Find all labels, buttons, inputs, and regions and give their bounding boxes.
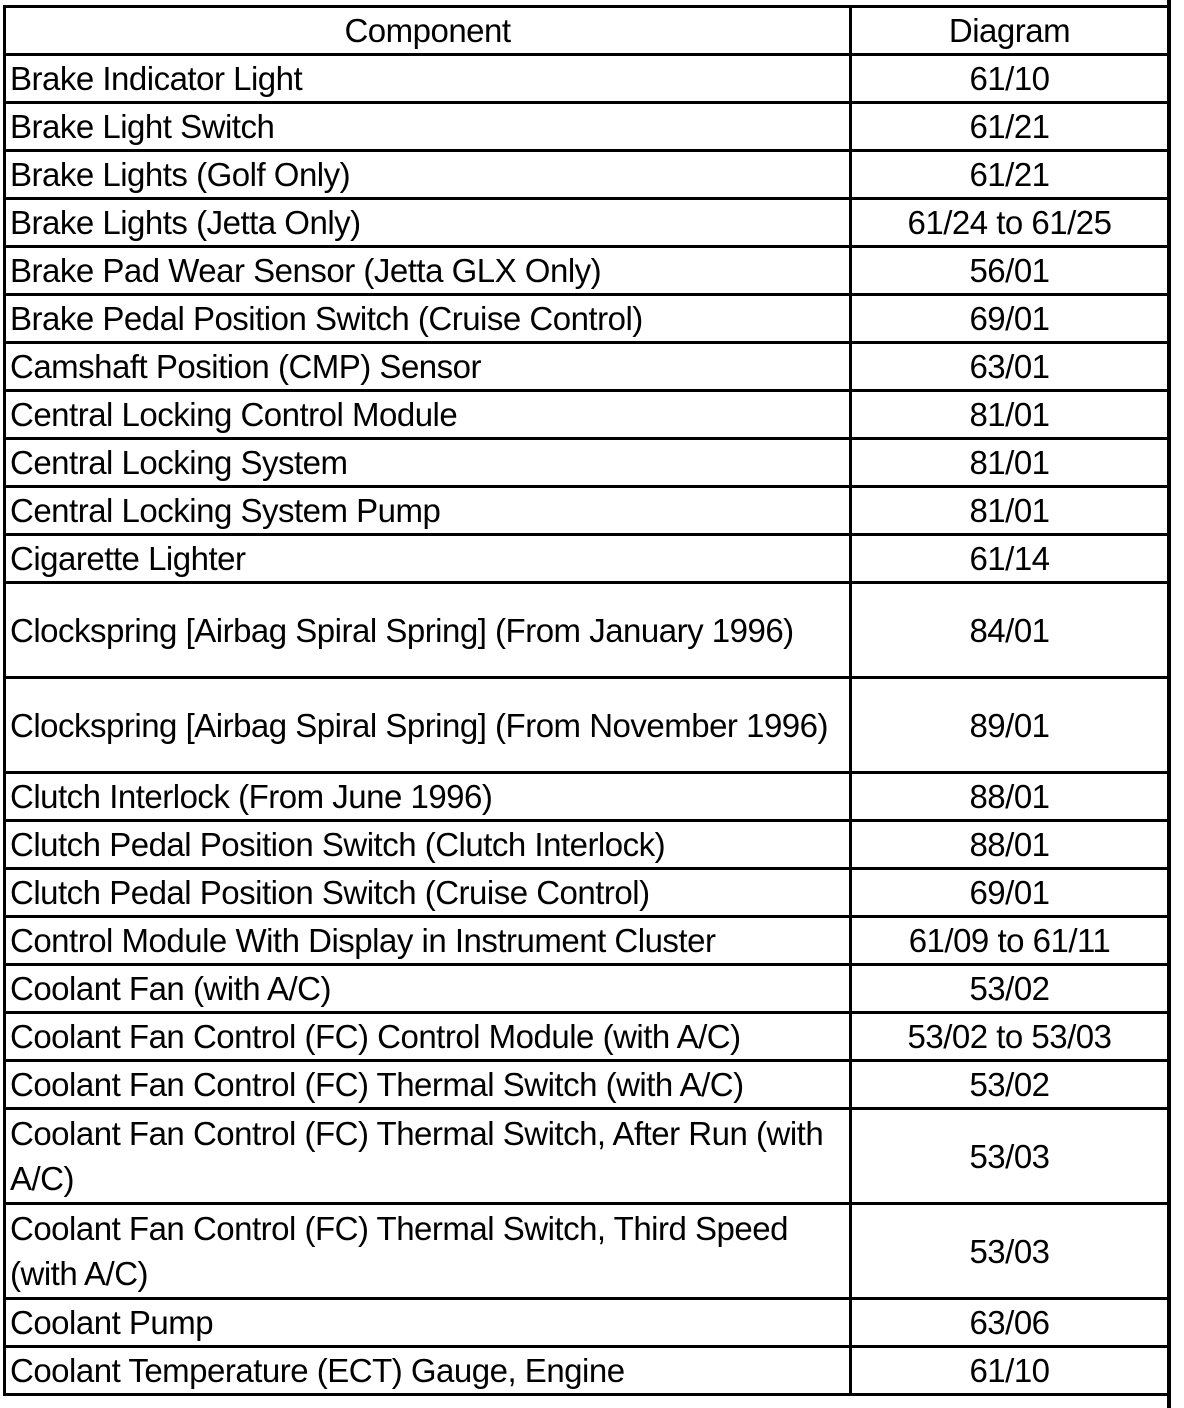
table-row — [5, 103, 1169, 151]
component-cell: Clockspring [Airbag Spiral Spring] (From November 1996) — [5, 678, 851, 773]
component-cell: Clutch Pedal Position Switch (Clutch Interlock) — [5, 821, 851, 869]
table-row — [5, 583, 1169, 678]
diagram-cell: 61/10 — [851, 1347, 1169, 1395]
component-cell: Brake Lights (Golf Only) — [5, 151, 851, 199]
diagram-cell: 61/14 — [851, 535, 1169, 583]
component-cell: Central Locking System — [5, 439, 851, 487]
diagram-cell: 56/01 — [851, 247, 1169, 295]
component-cell: Control Module With Display in Instrument Cluster — [5, 917, 851, 965]
diagram-cell: 61/10 — [851, 55, 1169, 103]
table-row — [5, 773, 1169, 821]
table-row — [5, 295, 1169, 343]
component-cell: Central Locking System Pump — [5, 487, 851, 535]
diagram-cell: 88/01 — [851, 773, 1169, 821]
component-cell: Clutch Pedal Position Switch (Cruise Control) — [5, 869, 851, 917]
diagram-cell: 61/21 — [851, 151, 1169, 199]
diagram-cell: 81/01 — [851, 391, 1169, 439]
diagram-cell: 69/01 — [851, 869, 1169, 917]
component-cell: Coolant Fan Control (FC) Thermal Switch, Third Speed (with A/C) — [5, 1204, 851, 1299]
table-row — [5, 965, 1169, 1013]
component-cell: Clutch Interlock (From June 1996) — [5, 773, 851, 821]
column-header-component: Component — [5, 7, 851, 55]
diagram-cell: 53/02 — [851, 1061, 1169, 1109]
component-cell: Brake Pad Wear Sensor (Jetta GLX Only) — [5, 247, 851, 295]
diagram-cell: 63/06 — [851, 1299, 1169, 1347]
diagram-cell: 53/03 — [851, 1204, 1169, 1299]
component-cell: Brake Pedal Position Switch (Cruise Control) — [5, 295, 851, 343]
table-body — [5, 55, 1169, 1395]
diagram-cell: 61/21 — [851, 103, 1169, 151]
table-header — [5, 7, 1169, 55]
component-cell: Brake Lights (Jetta Only) — [5, 199, 851, 247]
component-cell: Coolant Fan Control (FC) Thermal Switch, After Run (with A/C) — [5, 1109, 851, 1204]
component-diagram-table-container — [3, 5, 1167, 1396]
table-row — [5, 55, 1169, 103]
diagram-cell: 69/01 — [851, 295, 1169, 343]
diagram-cell: 89/01 — [851, 678, 1169, 773]
component-cell: Coolant Fan Control (FC) Thermal Switch (with A/C) — [5, 1061, 851, 1109]
diagram-cell: 53/02 to 53/03 — [851, 1013, 1169, 1061]
table-row — [5, 487, 1169, 535]
component-cell: Brake Indicator Light — [5, 55, 851, 103]
table-row — [5, 1109, 1169, 1204]
component-cell: Brake Light Switch — [5, 103, 851, 151]
component-cell: Coolant Pump — [5, 1299, 851, 1347]
table-row — [5, 678, 1169, 773]
diagram-cell: 63/01 — [851, 343, 1169, 391]
diagram-cell: 61/24 to 61/25 — [851, 199, 1169, 247]
table-row — [5, 1299, 1169, 1347]
diagram-cell: 81/01 — [851, 439, 1169, 487]
table-row — [5, 869, 1169, 917]
component-diagram-table — [3, 5, 1170, 1396]
table-row — [5, 1061, 1169, 1109]
table-row — [5, 391, 1169, 439]
diagram-cell: 53/02 — [851, 965, 1169, 1013]
diagram-cell: 88/01 — [851, 821, 1169, 869]
page-edge-line — [1167, 0, 1171, 1408]
table-row — [5, 1013, 1169, 1061]
table-row — [5, 439, 1169, 487]
component-cell: Central Locking Control Module — [5, 391, 851, 439]
table-row — [5, 247, 1169, 295]
table-row — [5, 1347, 1169, 1395]
diagram-cell: 53/03 — [851, 1109, 1169, 1204]
table-row — [5, 151, 1169, 199]
diagram-cell: 81/01 — [851, 487, 1169, 535]
diagram-cell: 61/09 to 61/11 — [851, 917, 1169, 965]
component-cell: Coolant Fan Control (FC) Control Module (with A/C) — [5, 1013, 851, 1061]
table-row — [5, 917, 1169, 965]
column-header-diagram: Diagram — [851, 7, 1169, 55]
component-cell: Clockspring [Airbag Spiral Spring] (From January 1996) — [5, 583, 851, 678]
component-cell: Coolant Temperature (ECT) Gauge, Engine — [5, 1347, 851, 1395]
diagram-cell: 84/01 — [851, 583, 1169, 678]
component-cell: Camshaft Position (CMP) Sensor — [5, 343, 851, 391]
header-row — [5, 7, 1169, 55]
table-row — [5, 821, 1169, 869]
component-cell: Coolant Fan (with A/C) — [5, 965, 851, 1013]
table-row — [5, 199, 1169, 247]
component-cell: Cigarette Lighter — [5, 535, 851, 583]
table-row — [5, 343, 1169, 391]
table-row — [5, 535, 1169, 583]
table-row — [5, 1204, 1169, 1299]
